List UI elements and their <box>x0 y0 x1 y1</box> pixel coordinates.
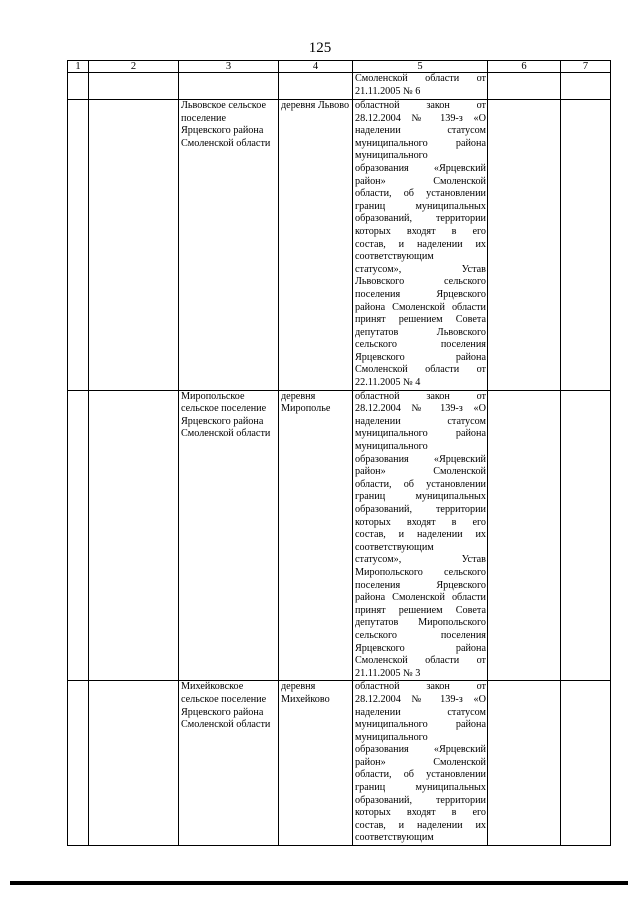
settlement-line: сельское поселение <box>181 403 267 415</box>
settlement-cell <box>179 73 279 100</box>
table-row <box>68 681 611 846</box>
law-line: муниципального района <box>355 428 486 440</box>
settlement-line: Михейковское <box>181 681 244 693</box>
law-line: район» Смоленской <box>355 756 486 768</box>
village-cell <box>279 681 353 846</box>
law-line: областной закон от <box>355 100 486 111</box>
law-line: 21.11.2005 № 6 <box>355 85 421 97</box>
law-line: муниципального <box>355 150 428 162</box>
cell-col7 <box>561 681 611 846</box>
law-line: принят решением Совета <box>355 314 486 326</box>
law-line: границ муниципальных <box>355 782 486 794</box>
law-cell <box>353 100 488 391</box>
law-line: статусом», Устав <box>355 554 486 566</box>
law-line: соответствующим <box>355 832 434 844</box>
settlement-line: сельское поселение <box>181 693 267 705</box>
law-line: муниципального района <box>355 137 486 149</box>
law-line: образования «Ярцевский <box>355 162 486 174</box>
column-number: 6 <box>488 61 561 73</box>
law-cell <box>353 681 488 846</box>
law-line: областной закон от <box>355 681 486 693</box>
page-number: 125 <box>308 40 332 56</box>
law-line: границ муниципальных <box>355 200 486 212</box>
law-line: муниципального <box>355 441 428 453</box>
column-number-row <box>68 61 611 73</box>
law-line: соответствующим <box>355 251 434 263</box>
law-line: принят решением Совета <box>355 604 486 616</box>
law-line: района Смоленской области <box>355 301 486 313</box>
village-cell <box>279 73 353 100</box>
table-row <box>68 73 611 100</box>
column-number: 5 <box>353 61 488 73</box>
law-line: муниципального <box>355 731 428 743</box>
law-line: район» Смоленской <box>355 466 486 478</box>
settlement-line: Львовское сельское <box>181 100 266 111</box>
law-line: областной закон от <box>355 390 486 402</box>
cell-col1 <box>68 390 89 681</box>
column-number: 3 <box>179 61 279 73</box>
law-line: образований, территории <box>355 213 486 225</box>
law-line: муниципального района <box>355 719 486 731</box>
settlement-line: Смоленской области <box>181 137 271 149</box>
column-number: 1 <box>68 61 89 73</box>
village-line: деревня <box>281 390 316 402</box>
law-line: 28.12.2004 № 139-з «О <box>355 693 486 705</box>
cell-col1 <box>68 73 89 100</box>
law-line: состав, и наделении их <box>355 819 486 831</box>
settlement-cell <box>179 100 279 391</box>
village-line: деревня Львово <box>281 100 350 111</box>
law-line: района Смоленской области <box>355 592 486 604</box>
settlement-line: Миропольское <box>181 390 245 402</box>
column-number: 2 <box>89 61 179 73</box>
table-row <box>68 390 611 681</box>
cell-col6 <box>488 73 561 100</box>
settlement-line: Ярцевского района <box>181 706 264 718</box>
law-line: образований, территории <box>355 794 486 806</box>
bottom-rule <box>10 881 628 885</box>
law-line: статусом», Устав <box>355 263 486 275</box>
cell-col1 <box>68 100 89 391</box>
cell-col7 <box>561 73 611 100</box>
law-line: области, об установлении <box>355 478 486 490</box>
village-cell <box>279 390 353 681</box>
law-line: границ муниципальных <box>355 491 486 503</box>
law-line: Смоленской области от <box>355 73 486 84</box>
law-line: образований, территории <box>355 504 486 515</box>
cell-col7 <box>561 390 611 681</box>
law-line: состав, и наделении их <box>355 238 486 250</box>
settlements-table <box>67 60 611 846</box>
settlement-line: Смоленской области <box>181 719 271 731</box>
law-line: которых входят в его <box>355 516 486 528</box>
village-line: Мирополье <box>281 403 331 415</box>
cell-col2 <box>89 390 179 681</box>
law-line: области, об установлении <box>355 188 486 200</box>
law-line: поселения Ярцевского <box>355 579 486 591</box>
law-line: 28.12.2004 № 139-з «О <box>355 112 486 124</box>
village-cell <box>279 100 353 391</box>
settlement-cell <box>179 390 279 681</box>
cell-col6 <box>488 100 561 391</box>
settlement-line: поселение <box>181 112 226 124</box>
law-line: Ярцевского района <box>355 351 486 363</box>
law-line: 22.11.2005 № 4 <box>355 377 421 389</box>
law-line: которых входят в его <box>355 225 486 237</box>
law-line: наделении статусом <box>355 706 486 718</box>
law-cell <box>353 390 488 681</box>
law-line: Смоленской области от <box>355 655 486 667</box>
village-line: деревня <box>281 681 316 693</box>
law-line: Миропольского сельского <box>355 566 486 578</box>
law-line: которых входят в его <box>355 807 486 819</box>
column-number: 7 <box>561 61 611 73</box>
settlement-line: Ярцевского района <box>181 415 264 427</box>
law-line: депутатов Львовского <box>355 326 486 338</box>
settlement-line: Смоленской области <box>181 428 271 440</box>
law-line: Львовского сельского <box>355 276 486 288</box>
cell-col6 <box>488 681 561 846</box>
law-line: депутатов Миропольского <box>355 617 486 629</box>
law-line: сельского поселения <box>355 629 486 641</box>
cell-col7 <box>561 100 611 391</box>
table-row <box>68 100 611 391</box>
law-line: Ярцевского района <box>355 642 486 654</box>
law-line: Смоленской области от <box>355 364 486 376</box>
law-line: образования «Ярцевский <box>355 744 486 756</box>
law-line: 21.11.2005 № 3 <box>355 667 421 679</box>
law-line: соответствующим <box>355 541 434 553</box>
law-line: район» Смоленской <box>355 175 486 187</box>
law-line: 28.12.2004 № 139-з «О <box>355 403 486 415</box>
law-line: состав, и наделении их <box>355 529 486 541</box>
cell-col2 <box>89 100 179 391</box>
law-line: наделении статусом <box>355 125 486 137</box>
settlement-cell <box>179 681 279 846</box>
cell-col2 <box>89 681 179 846</box>
law-line: области, об установлении <box>355 769 486 781</box>
cell-col2 <box>89 73 179 100</box>
law-line: сельского поселения <box>355 339 486 351</box>
law-line: поселения Ярцевского <box>355 288 486 300</box>
law-cell <box>353 73 488 100</box>
cell-col1 <box>68 681 89 846</box>
village-line: Михейково <box>281 693 330 705</box>
cell-col6 <box>488 390 561 681</box>
column-number: 4 <box>279 61 353 73</box>
settlement-line: Ярцевского района <box>181 125 264 137</box>
law-line: наделении статусом <box>355 415 486 427</box>
law-line: образования «Ярцевский <box>355 453 486 465</box>
